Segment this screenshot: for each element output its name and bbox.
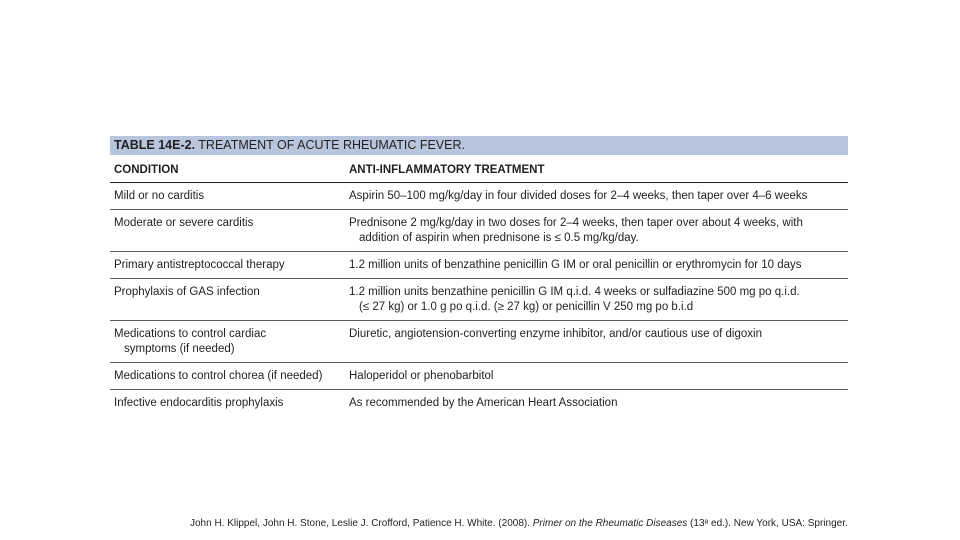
source-citation [190, 518, 848, 529]
treatment-line-continued: addition of aspirin when prednisone is ≤ 0.5 mg/kg/day. [359, 232, 639, 244]
treatment-line: Diuretic, angiotension-converting enzyme inhibitor, and/or cautious use of digoxin [349, 328, 762, 340]
treatment-line: As recommended by the American Heart Association [349, 397, 618, 409]
treatment-cell [349, 252, 848, 278]
treatment-line: Prednisone 2 mg/kg/day in two doses for 2–4 weeks, then taper over about 4 weeks, with [349, 217, 803, 229]
treatment-cell [349, 363, 848, 389]
treatment-cell [349, 210, 848, 251]
condition-line: Medications to control cardiac [114, 328, 267, 340]
table-row [110, 321, 848, 363]
citation-publication: (13ᵃ ed.). New York, USA: Springer. [687, 518, 848, 529]
condition-cell: Moderate or severe carditis [114, 217, 254, 229]
treatment-line: Aspirin 50–100 mg/kg/day in four divided doses for 2–4 weeks, then taper over 4–6 weeks [349, 190, 808, 202]
treatment-line-continued: (≤ 27 kg) or 1.0 g po q.i.d. (≥ 27 kg) or penicillin V 250 mg po b.i.d [359, 301, 694, 313]
condition-cell [110, 321, 349, 362]
condition-cell: Medications to control chorea (if needed) [114, 370, 323, 382]
condition-cell: Mild or no carditis [114, 190, 205, 202]
table-row [110, 252, 848, 279]
table-row [110, 183, 848, 210]
table-header-row [110, 155, 848, 183]
treatment-cell [349, 183, 848, 209]
header-treatment: ANTI-INFLAMMATORY TREATMENT [349, 164, 545, 176]
header-condition: CONDITION [114, 164, 179, 176]
condition-cell: Prophylaxis of GAS infection [114, 286, 260, 298]
citation-book-title: Primer on the Rheumatic Diseases [532, 518, 688, 529]
treatment-cell [349, 321, 848, 362]
table-title-label: TABLE 14E-2. [114, 138, 196, 152]
table-title-text: TREATMENT OF ACUTE RHEUMATIC FEVER. [198, 138, 465, 152]
treatment-line: 1.2 million units benzathine penicillin G IM q.i.d. 4 weeks or sulfadiazine 500 mg po q.i.d. [349, 286, 800, 298]
table-row [110, 390, 848, 416]
treatment-line: Haloperidol or phenobarbitol [349, 370, 494, 382]
table-title [110, 136, 848, 155]
treatment-cell [349, 279, 848, 320]
treatment-table [110, 136, 848, 416]
citation-authors: John H. Klippel, John H. Stone, Leslie J. Crofford, Patience H. White. (2008). [190, 518, 533, 529]
table-row [110, 363, 848, 390]
condition-line-continued: symptoms (if needed) [124, 343, 235, 355]
table-row [110, 210, 848, 252]
treatment-line: 1.2 million units of benzathine penicillin G IM or oral penicillin or erythromycin for 10 days [349, 259, 802, 271]
table-row [110, 279, 848, 321]
condition-cell: Infective endocarditis prophylaxis [114, 397, 284, 409]
treatment-cell [349, 390, 848, 416]
condition-cell: Primary antistreptococcal therapy [114, 259, 285, 271]
